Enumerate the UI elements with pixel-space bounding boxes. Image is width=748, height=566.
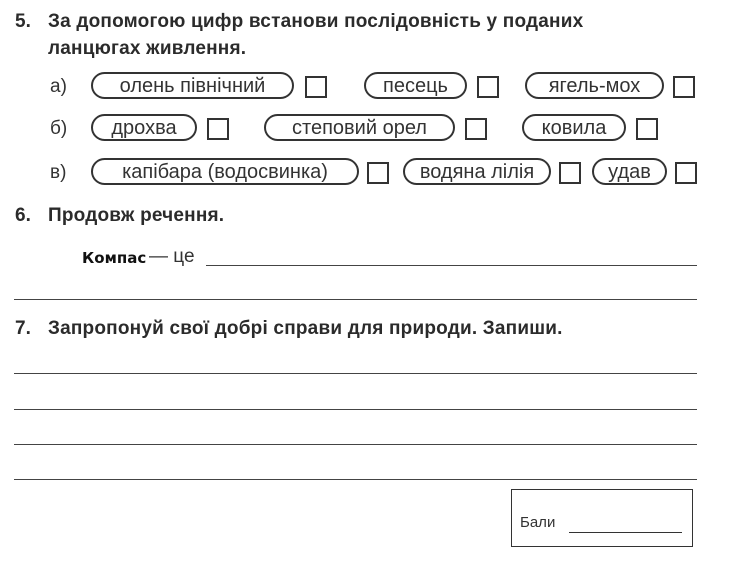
chain-a-box-3[interactable]	[673, 76, 695, 98]
chain-c-item-2: водяна лілія	[403, 158, 551, 185]
chain-c-item-1: капібара (водосвинка)	[91, 158, 359, 185]
chain-c-box-2[interactable]	[559, 162, 581, 184]
row-a-letter: а)	[50, 76, 67, 97]
chain-a-item-1: олень північний	[91, 72, 294, 99]
chain-c-box-3[interactable]	[675, 162, 697, 184]
task5-number: 5.	[15, 11, 31, 32]
task7-text: Запропонуй свої добрі справи для природи. Запиши.	[48, 318, 563, 339]
chain-c-item-3: удав	[592, 158, 667, 185]
chain-b-box-2[interactable]	[465, 118, 487, 140]
answer-line-7-4[interactable]	[14, 479, 697, 480]
chain-a-box-2[interactable]	[477, 76, 499, 98]
chain-b-item-3: ковила	[522, 114, 626, 141]
answer-line-6-2[interactable]	[14, 299, 697, 300]
chain-b-item-1: дрохва	[91, 114, 197, 141]
compass-term: Компас	[82, 249, 147, 267]
chain-b-box-3[interactable]	[636, 118, 658, 140]
score-box	[511, 489, 693, 547]
chain-a-item-2: песець	[364, 72, 467, 99]
score-label: Бали	[520, 514, 556, 531]
chain-b-item-2: степовий орел	[264, 114, 455, 141]
task7-number: 7.	[15, 318, 31, 339]
row-b-letter: б)	[50, 118, 68, 139]
answer-line-6-1[interactable]	[206, 265, 697, 266]
chain-a-item-3: ягель-мох	[525, 72, 664, 99]
task6-number: 6.	[15, 205, 31, 226]
score-line[interactable]	[569, 532, 682, 533]
answer-line-7-1[interactable]	[14, 373, 697, 374]
answer-line-7-2[interactable]	[14, 409, 697, 410]
task5-text-line1: За допомогою цифр встанови послідовність у поданих	[48, 11, 584, 32]
chain-b-box-1[interactable]	[207, 118, 229, 140]
answer-line-7-3[interactable]	[14, 444, 697, 445]
term-connector: — це	[149, 246, 195, 267]
task5-text-line2: ланцюгах живлення.	[48, 38, 247, 59]
chain-a-box-1[interactable]	[305, 76, 327, 98]
chain-c-box-1[interactable]	[367, 162, 389, 184]
task6-text: Продовж речення.	[48, 205, 225, 226]
row-c-letter: в)	[50, 162, 67, 183]
